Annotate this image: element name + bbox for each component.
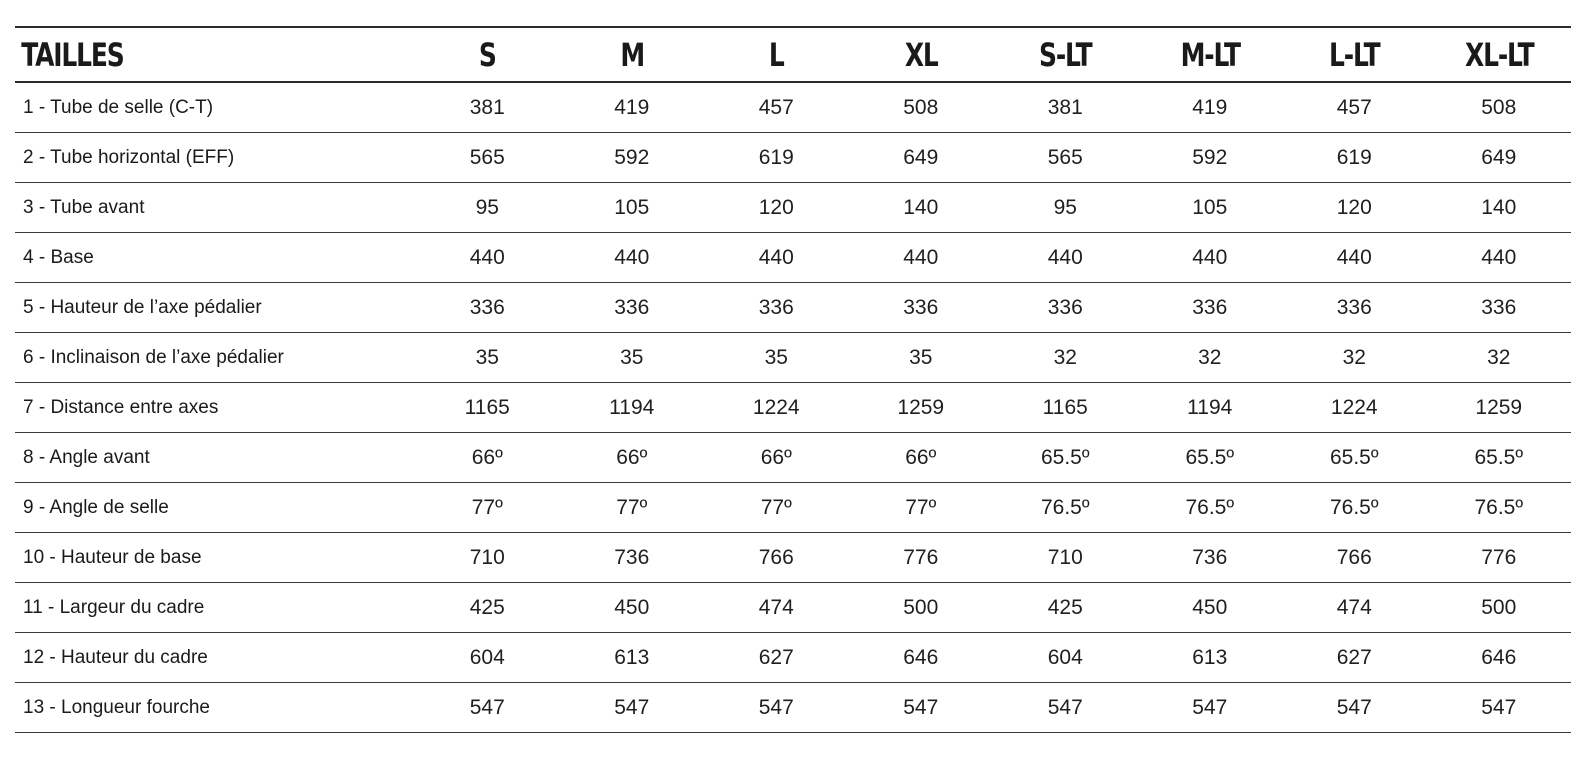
table-cell: 120 [1282,183,1427,233]
table-cell: 35 [560,333,705,383]
table-row [15,633,1571,683]
table-cell: 474 [704,583,849,633]
table-cell: 508 [1427,82,1572,133]
row-label: 10 - Hauteur de base [15,533,415,583]
table-cell: 619 [1282,133,1427,183]
table-cell: 1259 [1427,383,1572,433]
table-cell: 336 [560,283,705,333]
table-cell: 440 [849,233,994,283]
table-cell: 649 [1427,133,1572,183]
table-cell: 66º [560,433,705,483]
table-cell: 604 [415,633,560,683]
table-cell: 592 [560,133,705,183]
table-cell: 547 [560,683,705,733]
table-row [15,433,1571,483]
table-cell: 547 [1427,683,1572,733]
table-cell: 776 [849,533,994,583]
row-label: 4 - Base [15,233,415,283]
table-cell: 425 [993,583,1138,633]
table-cell: 32 [1138,333,1283,383]
table-cell: 1194 [560,383,705,433]
table-cell: 1165 [415,383,560,433]
table-cell: 381 [415,82,560,133]
table-cell: 32 [1282,333,1427,383]
table-cell: 95 [993,183,1138,233]
table-cell: 35 [415,333,560,383]
table-cell: 450 [1138,583,1283,633]
table-row [15,283,1571,333]
size-header-m-lt: M-LT [1153,27,1266,82]
size-header-xl: XL [864,27,977,82]
row-label: 1 - Tube de selle (C-T) [15,82,415,133]
table-cell: 613 [1138,633,1283,683]
table-cell: 77º [415,483,560,533]
table-cell: 500 [1427,583,1572,633]
table-cell: 66º [415,433,560,483]
table-cell: 646 [1427,633,1572,683]
table-row [15,82,1571,133]
table-row [15,383,1571,433]
table-cell: 565 [993,133,1138,183]
table-cell: 32 [1427,333,1572,383]
table-cell: 450 [560,583,705,633]
row-label: 13 - Longueur fourche [15,683,415,733]
table-row [15,233,1571,283]
table-cell: 66º [849,433,994,483]
table-cell: 77º [704,483,849,533]
table-cell: 619 [704,133,849,183]
table-cell: 105 [560,183,705,233]
row-label: 6 - Inclinaison de l’axe pédalier [15,333,415,383]
table-cell: 547 [415,683,560,733]
table-cell: 77º [849,483,994,533]
table-row [15,533,1571,583]
table-cell: 766 [1282,533,1427,583]
row-label: 12 - Hauteur du cadre [15,633,415,683]
table-row [15,183,1571,233]
table-cell: 646 [849,633,994,683]
table-row [15,333,1571,383]
table-cell: 35 [849,333,994,383]
table-cell: 1224 [704,383,849,433]
table-cell: 32 [993,333,1138,383]
table-cell: 76.5º [1427,483,1572,533]
row-label: 11 - Largeur du cadre [15,583,415,633]
table-cell: 776 [1427,533,1572,583]
table-cell: 419 [560,82,705,133]
table-cell: 336 [1282,283,1427,333]
table-cell: 627 [704,633,849,683]
table-row [15,683,1571,733]
size-header-s: S [431,27,544,82]
table-cell: 440 [704,233,849,283]
table-cell: 565 [415,133,560,183]
table-cell: 547 [993,683,1138,733]
table-cell: 336 [1138,283,1283,333]
size-header-m: M [575,27,688,82]
size-header-l-lt: L-LT [1298,27,1411,82]
table-cell: 627 [1282,633,1427,683]
table-row [15,583,1571,633]
table-cell: 766 [704,533,849,583]
table-cell: 76.5º [1138,483,1283,533]
table-cell: 65.5º [1282,433,1427,483]
table-cell: 336 [849,283,994,333]
table-cell: 547 [1282,683,1427,733]
table-cell: 336 [415,283,560,333]
table-cell: 105 [1138,183,1283,233]
table-cell: 120 [704,183,849,233]
table-cell: 1165 [993,383,1138,433]
table-cell: 604 [993,633,1138,683]
size-header-l: L [720,27,833,82]
table-cell: 440 [560,233,705,283]
table-cell: 140 [849,183,994,233]
table-cell: 440 [1427,233,1572,283]
table-cell: 440 [993,233,1138,283]
table-cell: 140 [1427,183,1572,233]
table-cell: 66º [704,433,849,483]
table-cell: 1259 [849,383,994,433]
table-cell: 649 [849,133,994,183]
size-header-s-lt: S-LT [1009,27,1122,82]
table-cell: 547 [1138,683,1283,733]
table-cell: 419 [1138,82,1283,133]
table-cell: 736 [560,533,705,583]
table-cell: 1224 [1282,383,1427,433]
table-cell: 710 [415,533,560,583]
table-cell: 95 [415,183,560,233]
table-cell: 440 [415,233,560,283]
table-cell: 65.5º [1427,433,1572,483]
table-cell: 65.5º [993,433,1138,483]
table-cell: 547 [849,683,994,733]
table-cell: 76.5º [993,483,1138,533]
table-cell: 474 [1282,583,1427,633]
row-label: 8 - Angle avant [15,433,415,483]
table-cell: 500 [849,583,994,633]
table-cell: 425 [415,583,560,633]
table-cell: 613 [560,633,705,683]
table-cell: 457 [704,82,849,133]
sizes-header-label: TAILLES [15,27,327,82]
table-cell: 440 [1138,233,1283,283]
row-label: 5 - Hauteur de l’axe pédalier [15,283,415,333]
table-body [15,82,1571,733]
table-cell: 1194 [1138,383,1283,433]
header-row [15,27,1571,82]
table-cell: 381 [993,82,1138,133]
table-cell: 35 [704,333,849,383]
row-label: 3 - Tube avant [15,183,415,233]
size-header-xl-lt: XL-LT [1442,27,1555,82]
table-cell: 710 [993,533,1138,583]
table-cell: 547 [704,683,849,733]
table-row [15,483,1571,533]
table-cell: 76.5º [1282,483,1427,533]
table-header [15,27,1571,82]
row-label: 7 - Distance entre axes [15,383,415,433]
table-cell: 440 [1282,233,1427,283]
geometry-table [15,26,1571,733]
table-cell: 592 [1138,133,1283,183]
row-label: 9 - Angle de selle [15,483,415,533]
table-cell: 736 [1138,533,1283,583]
table-cell: 457 [1282,82,1427,133]
table-cell: 508 [849,82,994,133]
row-label: 2 - Tube horizontal (EFF) [15,133,415,183]
table-cell: 65.5º [1138,433,1283,483]
table-row [15,133,1571,183]
table-cell: 336 [704,283,849,333]
table-cell: 336 [993,283,1138,333]
table-cell: 77º [560,483,705,533]
table-cell: 336 [1427,283,1572,333]
